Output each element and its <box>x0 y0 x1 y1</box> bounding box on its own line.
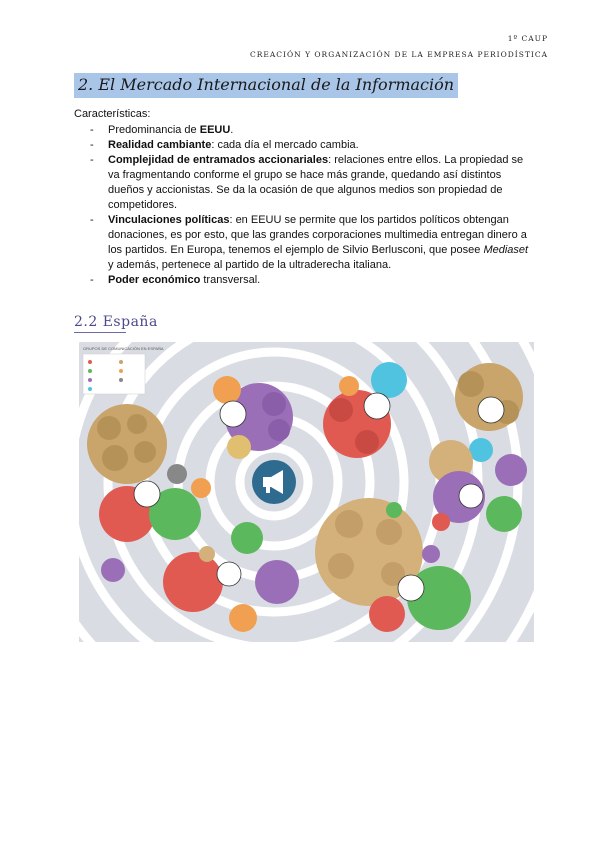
list-item: - Predominancia de EEUU. <box>90 123 535 138</box>
unedisa-cluster <box>87 404 167 484</box>
list-item: - Vinculaciones políticas: en EEUU se permite que los partidos políticos obtengan donaciones, es por esto, que las grandes corporaciones multimedia entregan dinero a los partidos. En Europa, tenemos el ejemplo de Silvio Berlusconi, que posee Mediaset y además, pertenece al partido de la ultraderecha italiana. <box>90 213 535 273</box>
infographic-svg <box>79 342 534 642</box>
section-title: 2. El Mercado Internacional de la Información <box>78 75 455 94</box>
characteristics-list <box>90 123 535 288</box>
media-groups-infographic <box>79 342 534 642</box>
list-item: - Complejidad de entramados accionariales: relaciones entre ellos. La propiedad se va fragmentando conforme el grupo se hace más grande, quedando así distintos dueños y accionistas. Se da la ocasión de que algunos medios son propiedad de competidores. <box>90 153 535 213</box>
prisa-label-circle <box>220 401 246 427</box>
subsection-heading <box>74 314 158 333</box>
header-course: 1º CAUP <box>507 34 548 43</box>
infographic-caption: GRUPOS DE COMUNICACIÓN EN ESPAÑA <box>83 346 164 351</box>
subsection-title: 2.2 España <box>74 314 158 330</box>
header-subject: CREACIÓN Y ORGANIZACIÓN DE LA EMPRESA PERIODÍSTICA <box>250 50 548 59</box>
heading-underline <box>74 332 126 333</box>
section-heading <box>74 73 458 98</box>
intro-text: Características: <box>74 108 151 120</box>
list-item: - Realidad cambiante: cada día el mercado cambia. <box>90 138 535 153</box>
legend-box <box>83 354 145 394</box>
list-item: - Poder económico transversal. <box>90 273 535 288</box>
